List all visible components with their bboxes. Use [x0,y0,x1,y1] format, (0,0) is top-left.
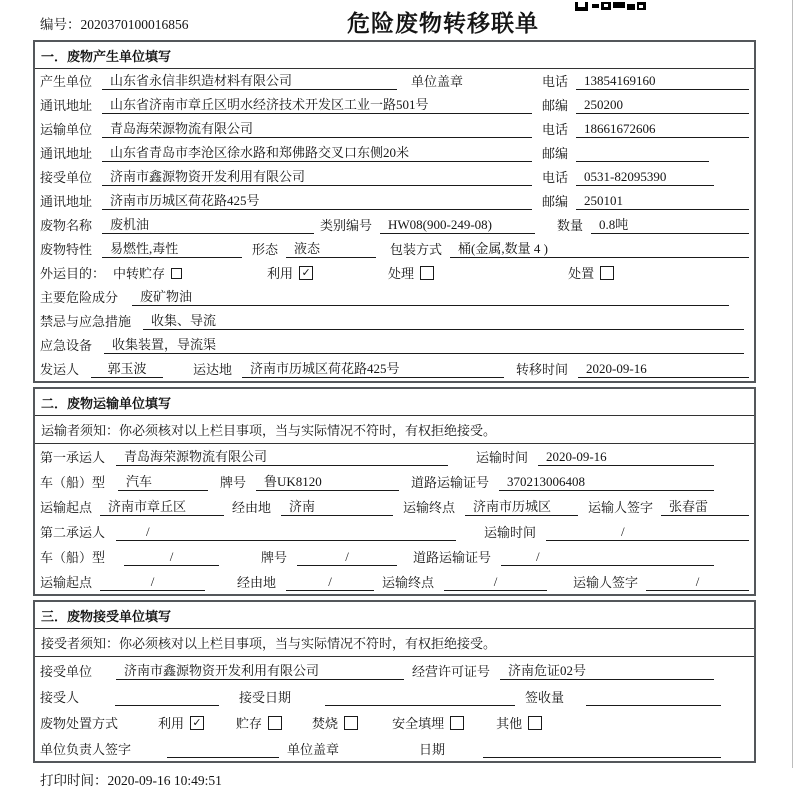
vehicle1-value: 汽车 [118,471,208,491]
phone-label: 电话 [542,122,569,137]
section-producer-title: 一．废物产生单位填写 [35,42,754,69]
waste-name-value: 废机油 [102,214,314,234]
option-label: 处置 [568,266,595,281]
purpose-option-utilize [267,263,313,282]
receiver-address-value: 济南市历城区荷花路425号 [102,190,532,210]
transporter-row [35,117,754,141]
main-hazard-value: 废矿物油 [132,286,729,306]
equipment-label: 应急设备 [40,338,93,353]
responsible-sign-row [35,735,754,761]
via-label: 经由地 [237,575,277,590]
end2-value: / [444,574,547,591]
transporter-address-row [35,141,754,165]
option-label: 贮存 [236,716,263,731]
receiver-row [35,165,754,189]
transporter-address-value: 山东省青岛市李沧区徐水路和郑佛路交叉口东侧20米 [102,142,532,162]
receiver-label: 接受单位 [40,170,93,185]
checkbox-icon [600,266,614,280]
accepter-value [115,705,219,706]
received-qty-value [586,705,721,706]
packing-label: 包装方式 [390,242,443,257]
transfer-time-label: 转移时间 [516,362,569,377]
quantity-value: 0.8吨 [591,214,749,234]
packing-value: 桶(金属,数量 4 ) [450,238,749,258]
end-label: 运输终点 [382,575,435,590]
trait-value: 易燃性,毒性 [102,238,242,258]
road-permit-label: 道路运输证号 [411,475,490,490]
producer-zip-value: 250200 [576,97,749,114]
receiver-zip-group [542,191,749,210]
accepter-row [35,683,754,709]
carrier2-time-value: / [546,524,749,541]
destination-label: 运达地 [193,362,233,377]
producer-phone-value: 13854169160 [576,73,749,90]
carrier-sign-label: 运输人签字 [573,575,639,590]
disposal-option-other [496,713,542,732]
transporter-value: 青岛海荣源物流有限公司 [102,118,532,138]
producer-label: 产生单位 [40,74,93,89]
transporter-zip-group [542,143,749,162]
sign1-value: 张春雷 [661,496,749,516]
transporter-label: 运输单位 [40,122,93,137]
purpose-option-dispose [568,263,614,282]
producer-address-row [35,93,754,117]
route2-row [35,569,754,594]
phone-label: 电话 [542,170,569,185]
checkbox-icon [450,716,464,730]
main-hazard-label: 主要危险成分 [40,290,119,305]
date-value [483,757,721,758]
transporter-phone-value: 18661672606 [576,121,749,138]
disposal-option-landfill [392,713,464,732]
producer-row [35,69,754,93]
option-label: 焚烧 [312,716,339,731]
receiver-address-row [35,189,754,213]
quantity-label: 数量 [557,218,584,233]
responsible-sign-value [167,757,279,758]
producer-address-value: 山东省济南市章丘区明水经济技术开发区工业一路501号 [102,94,532,114]
receiver-notice: 接受者须知：你必须核对以上栏目事项，当与实际情况不符时，有权拒绝接受。 [35,629,754,657]
carrier2-value: / [116,524,456,541]
taboo-label: 禁忌与应急措施 [40,314,132,329]
receiver-phone-group [542,167,749,186]
vehicle-type-label: 车（船）型 [40,475,106,490]
vehicle1-row [35,469,754,494]
sign2-value: / [646,574,749,591]
origin-label: 运输起点 [40,575,93,590]
carrier2-label: 第二承运人 [40,525,106,540]
checkbox-icon [171,268,182,279]
address-label: 通讯地址 [40,98,93,113]
purpose-option-treat [388,263,434,282]
transfer-time-value: 2020-09-16 [578,361,749,378]
carrier1-value: 青岛海荣源物流有限公司 [116,446,448,466]
carrier1-row [35,444,754,469]
unit-seal-label: 单位盖章 [287,742,340,757]
address-label: 通讯地址 [40,146,93,161]
vehicle2-value: / [124,549,219,566]
origin-label: 运输起点 [40,500,93,515]
route1-row [35,494,754,519]
waste-name-row [35,213,754,237]
receiver-zip-value: 250101 [576,193,749,210]
accept-unit-row [35,657,754,683]
accept-unit-value: 济南市鑫源物资开发利用有限公司 [116,660,404,680]
serial-value: 2020370100016856 [80,17,189,32]
waste-name-label: 废物名称 [40,218,93,233]
transport-time-label: 运输时间 [484,525,537,540]
section-transporter [33,387,756,596]
address-label: 通讯地址 [40,194,93,209]
vehicle-type-label: 车（船）型 [40,550,106,565]
option-label: 利用 [267,266,294,281]
license-value: 济南危证02号 [500,660,714,680]
carrier1-label: 第一承运人 [40,450,106,465]
disposal-option-utilize [158,713,204,732]
disposal-option-incinerate [312,713,358,732]
responsible-sign-label: 单位负责人签字 [40,742,132,757]
document-header [0,0,796,40]
disposal-option-storage [236,713,282,732]
disposal-label: 废物处置方式 [40,716,119,731]
qr-code-icon [575,0,647,16]
serial-label: 编号： [40,17,81,32]
destination-value: 济南市历城区荷花路425号 [242,358,504,378]
option-label: 安全填埋 [392,716,445,731]
plate1-value: 鲁UK8120 [256,471,399,491]
shipper-value: 郭玉波 [91,358,163,378]
via-label: 经由地 [232,500,272,515]
checkbox-icon [268,716,282,730]
form-label: 形态 [252,242,279,257]
main-hazard-row [35,285,754,309]
equipment-value: 收集装置，导流渠 [104,334,744,354]
shipper-label: 发运人 [40,362,80,377]
option-label: 中转贮存 [113,266,166,281]
taboo-row [35,309,754,333]
carrier-sign-label: 运输人签字 [588,500,654,515]
receiver-value: 济南市鑫源物资开发利用有限公司 [102,166,532,186]
carrier1-time-value: 2020-09-16 [538,449,714,466]
equipment-row [35,333,754,357]
transporter-notice: 运输者须知：你必须核对以上栏目事项，当与实际情况不符时，有权拒绝接受。 [35,416,754,444]
shipper-row [35,357,754,381]
road-permit1-value: 370213006408 [499,474,714,491]
purpose-label: 外运目的： [40,266,106,281]
via1-value: 济南 [281,496,393,516]
producer-value: 山东省永信非织造材料有限公司 [102,70,397,90]
accepter-label: 接受人 [40,690,80,705]
checkbox-checked-icon: ✓ [190,716,204,730]
zip-label: 邮编 [542,146,569,161]
road-permit-label: 道路运输证号 [413,550,492,565]
option-label: 其他 [496,716,523,731]
road-permit2-value: / [501,549,714,566]
license-label: 经营许可证号 [412,664,491,679]
option-label: 利用 [158,716,185,731]
option-label: 处理 [388,266,415,281]
plate-label: 牌号 [220,475,247,490]
receiver-phone-value: 0531-82095390 [576,169,714,186]
window-edge-divider [792,0,793,768]
accept-date-value [325,705,515,706]
origin1-value: 济南市章丘区 [100,496,224,516]
date-label: 日期 [419,742,446,757]
print-time-value: 2020-09-16 10:49:51 [107,773,222,788]
unit-seal-label: 单位盖章 [411,74,464,89]
producer-zip-group [542,95,749,114]
section-producer [33,40,756,383]
waste-trait-row [35,237,754,261]
section-receiver-title: 三．废物接受单位填写 [35,602,754,629]
category-label: 类别编号 [320,218,373,233]
transport-time-label: 运输时间 [476,450,529,465]
section-receiver [33,600,756,763]
page-title: 危险废物转移联单 [347,10,539,36]
end1-value: 济南市历城区 [465,496,578,516]
trait-label: 废物特性 [40,242,93,257]
plate2-value: / [297,549,397,566]
accept-unit-label: 接受单位 [40,664,93,679]
via2-value: / [286,574,374,591]
phone-label: 电话 [542,74,569,89]
end-label: 运输终点 [403,500,456,515]
checkbox-icon [420,266,434,280]
print-time-label: 打印时间： [40,773,108,788]
producer-phone-group [542,71,749,90]
category-value: HW08(900-249-08) [380,217,535,234]
accept-date-label: 接受日期 [239,690,292,705]
checkbox-icon [528,716,542,730]
form-value: 液态 [286,238,376,258]
purpose-option-transfer-storage [113,263,182,282]
carrier2-row [35,519,754,544]
disposal-row [35,709,754,735]
zip-label: 邮编 [542,194,569,209]
purpose-row [35,261,754,285]
checkbox-icon [344,716,358,730]
checkbox-checked-icon: ✓ [299,266,313,280]
origin2-value: / [100,574,205,591]
section-transporter-title: 二．废物运输单位填写 [35,389,754,416]
zip-label: 邮编 [542,98,569,113]
vehicle2-row [35,544,754,569]
transporter-phone-group [542,119,749,138]
plate-label: 牌号 [261,550,288,565]
print-time-line [40,769,796,789]
taboo-value: 收集、导流 [143,310,744,330]
received-qty-label: 签收量 [525,690,565,705]
transporter-zip-value [576,161,709,162]
